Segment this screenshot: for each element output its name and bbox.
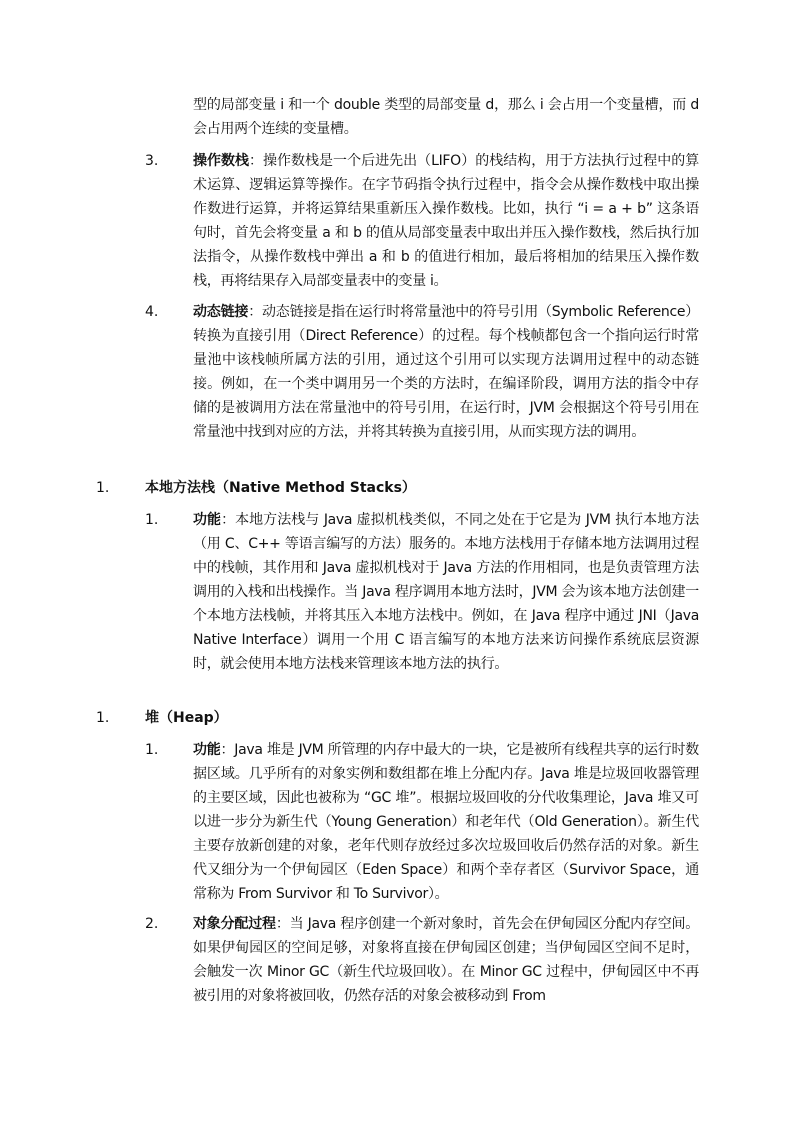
continuation-paragraph — [193, 93, 699, 141]
term-dynamic-linking: 动态链接 — [193, 304, 249, 320]
term-object-allocation: 对象分配过程 — [193, 916, 276, 932]
section-number: 1. — [96, 480, 110, 496]
object-allocation-paragraph — [193, 912, 699, 1008]
section-heading-heap: 堆（Heap） — [145, 710, 228, 726]
item-number: 1. — [145, 742, 159, 758]
term-function: 功能 — [193, 742, 221, 758]
term-function: 功能 — [193, 512, 222, 528]
operand-stack-text: ：操作数栈是一个后进先出（LIFO）的栈结构，用于方法执行过程中的算术运算、逻辑运算等操作。在字节码指令执行过程中，指令会从操作数栈中取出操作数进行运算，并将运算结果重新压入操作数栈。比如，执行 “i = a + b” 这条语句时，首先会将变量 a 和 b 的值从局部变量表中取出并压入操作数栈，然后执行加法指令，从操作数栈中弹出 a 和 b 的值进行相加，最后将相加的结果压入操作数栈，再将结果存入局部变量表中的变量 i。 — [193, 153, 699, 289]
dynamic-linking-text: ：动态链接是指在运行时将常量池中的符号引用（Symbolic Reference）转换为直接引用（Direct Reference）的过程。每个栈帧都包含一个指向运行时常量池中该栈帧所属方法的引用，通过这个引用可以实现方法调用过程中的动态链接。例如，在一个类中调用另一个类的方法时，在编译阶段，调用方法的指令中存储的是被调用方法在常量池中的符号引用，在运行时，JVM 会根据这个符号引用在常量池中找到对应的方法，并将其转换为直接引用，从而实现方法的调用。 — [193, 304, 699, 440]
continuation-text: 型的局部变量 i 和一个 double 类型的局部变量 d，那么 i 会占用一个变量槽，而 d 会占用两个连续的变量槽。 — [193, 97, 699, 137]
term-operand-stack: 操作数栈 — [193, 153, 250, 169]
native-function-text: ：本地方法栈与 Java 虚拟机栈类似，不同之处在于它是为 JVM 执行本地方法（用 C、C++ 等语言编写的方法）服务的。本地方法栈用于存储本地方法调用过程中的栈帧，其作用和 Java 虚拟机栈对于 Java 方法的作用相同，也是负责管理方法调用的入栈和出栈操作。当 Java 程序调用本地方法时，JVM 会为该本地方法创建一个本地方法栈帧，并将其压入本地方法栈中。例如，在 Java 程序中通过 JNI（Java Native Interface）调用一个用 C 语言编写的本地方法来访问操作系统底层资源时，就会使用本地方法栈来管理该本地方法的执行。 — [193, 512, 699, 672]
heap-function-text: ：Java 堆是 JVM 所管理的内存中最大的一块，它是被所有线程共享的运行时数据区域。几乎所有的对象实例和数组都在堆上分配内存。Java 堆是垃圾回收器管理的主要区域，因此也被称为 “GC 堆”。根据垃圾回收的分代收集理论，Java 堆又可以进一步分为新生代（Young Generation）和老年代（Old Generation）。新生代主要存放新创建的对象，老年代则存放经过多次垃圾回收后仍然存活的对象。新生代又细分为一个伊甸园区（Eden Space）和两个幸存者区（Survivor Space，通常称为 From Survivor 和 To Survivor）。 — [193, 742, 699, 902]
item-number: 3. — [145, 153, 159, 169]
item-number: 2. — [145, 916, 159, 932]
native-function-paragraph — [193, 508, 699, 676]
heap-function-paragraph — [193, 738, 699, 906]
object-allocation-text: ：当 Java 程序创建一个新对象时，首先会在伊甸园区分配内存空间。如果伊甸园区的空间足够，对象将直接在伊甸园区创建；当伊甸园区空间不足时，会触发一次 Minor GC（新生代垃圾回收）。在 Minor GC 过程中，伊甸园区中不再被引用的对象将被回收，仍然存活的对象会被移动到 From — [193, 916, 699, 1004]
section-number: 1. — [96, 710, 110, 726]
operand-stack-paragraph — [193, 149, 699, 293]
dynamic-linking-paragraph — [193, 300, 699, 444]
item-number: 1. — [145, 512, 159, 528]
section-heading-native-method-stacks: 本地方法栈（Native Method Stacks） — [145, 480, 416, 496]
item-number: 4. — [145, 304, 159, 320]
